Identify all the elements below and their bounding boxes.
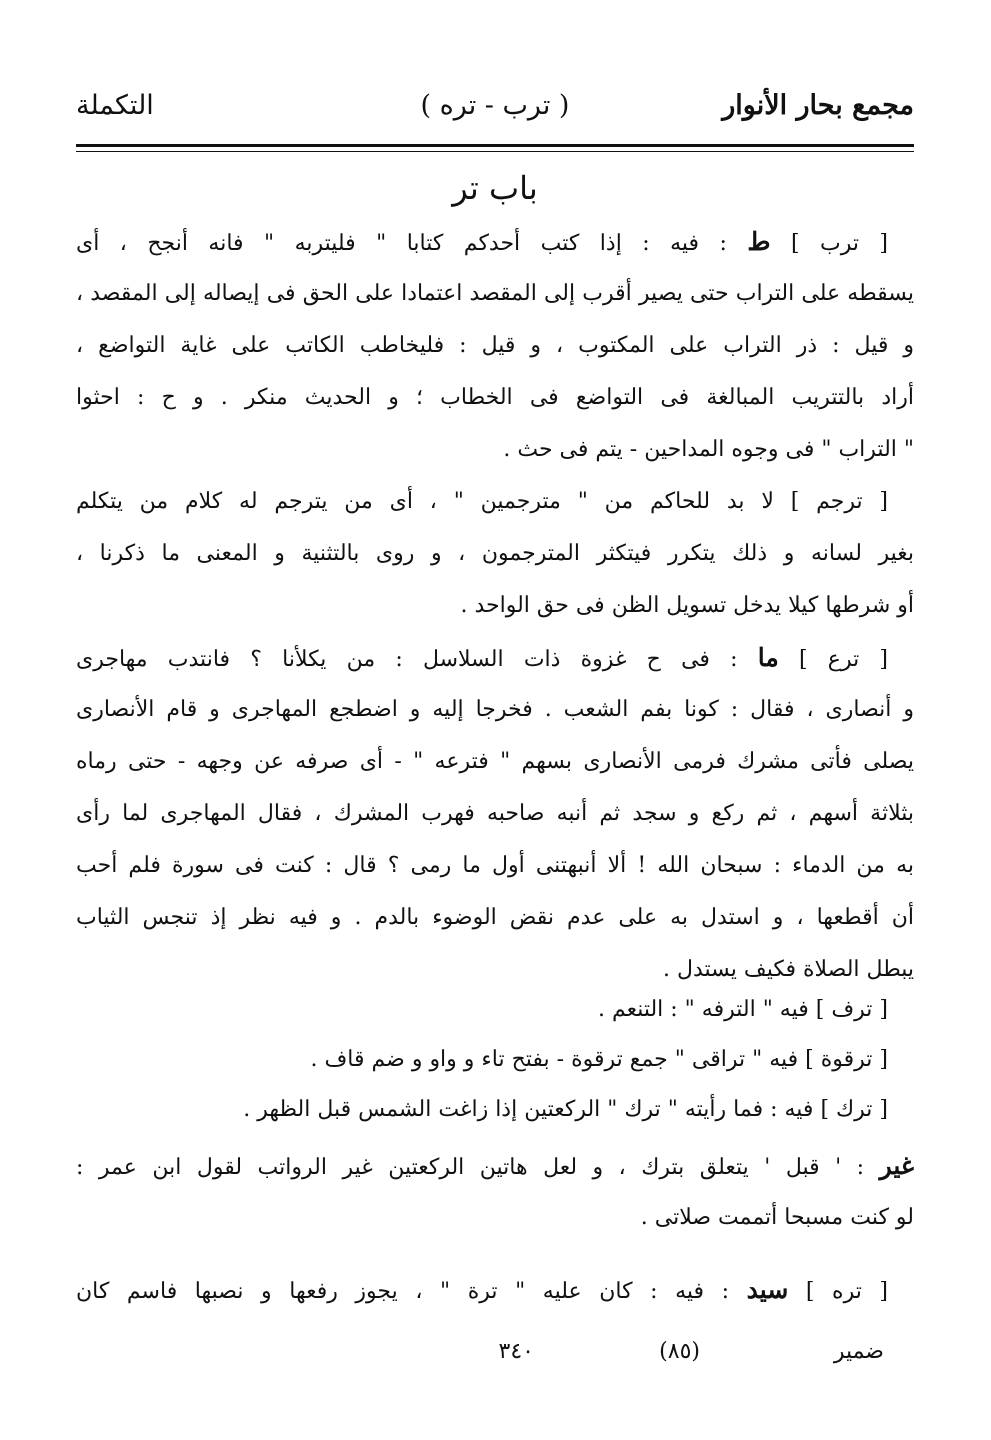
text-line xyxy=(76,1084,888,1136)
source-code: سيد xyxy=(746,1275,789,1304)
line-text: فيه " الترفه " : التنعم . xyxy=(597,997,809,1022)
part-name: التكملة xyxy=(76,90,154,121)
entry-keyword: [ ترع ] xyxy=(799,647,888,672)
source-code: غير xyxy=(879,1151,914,1180)
entry-keyword: [ ترقوة ] xyxy=(805,1047,888,1072)
text-line xyxy=(76,216,888,268)
line-text: فيه : فما رأيته " ترك " الركعتين إذا زاغت الشمس قبل الظهر . xyxy=(243,1097,814,1122)
line-text: : فيه : كان عليه " ترة " ، يجوز رفعها و نصبها فاسم كان xyxy=(76,1279,730,1304)
header-rule-thick xyxy=(76,144,914,147)
line-text: و أنصارى ، فقال : كونا بفم الشعب . فخرجا إليه و اضطجع المهاجرى و قام الأنصارى xyxy=(76,697,914,722)
text-line xyxy=(76,476,888,528)
text-line xyxy=(76,788,914,840)
text-line xyxy=(76,528,914,580)
text-line xyxy=(76,580,914,632)
signature-mark: (٨٥) xyxy=(659,1339,700,1364)
page-footer xyxy=(76,1334,914,1374)
line-text: بثلاثة أسهم ، ثم ركع و سجد ثم أنبه صاحبه فهرب المشرك ، فقال المهاجرى لما رأى xyxy=(76,801,914,826)
entry-keyword: [ تره ] xyxy=(805,1279,888,1304)
chapter-title: باب تر xyxy=(452,169,538,207)
line-text: : ' قبل ' يتعلق بترك ، و لعل هاتين الركعتين غير الرواتب لقول ابن عمر : xyxy=(76,1155,865,1180)
line-text: يبطل الصلاة فكيف يستدل . xyxy=(663,957,914,982)
line-text: بغير لسانه و ذلك يتكرر فيتكثر المترجمون ، و روى بالتثنية و المعنى ما ذكرنا ، xyxy=(76,541,914,566)
text-line xyxy=(76,424,914,476)
line-text: فيه " تراقى " جمع ترقوة - بفتح تاء و واو و ضم قاف . xyxy=(310,1047,799,1072)
line-text: يصلى فأتى مشرك فرمى الأنصارى بسهم " فترعه " - أى صرفه عن وجهه - حتى رماه xyxy=(76,749,914,774)
running-header xyxy=(76,86,914,134)
source-code: ما xyxy=(757,643,779,672)
text-line xyxy=(76,684,914,736)
text-line xyxy=(76,320,914,372)
text-line xyxy=(76,268,914,320)
text-line xyxy=(76,840,914,892)
text-line xyxy=(76,632,888,684)
page-number: ٣٤٠ xyxy=(498,1339,534,1364)
text-line xyxy=(76,984,888,1036)
text-line xyxy=(76,1192,914,1244)
text-line xyxy=(76,1140,914,1192)
text-line xyxy=(76,736,914,788)
line-text: لو كنت مسبحا أتممت صلاتى . xyxy=(640,1205,914,1230)
source-code: ط xyxy=(747,227,771,256)
text-line xyxy=(76,892,914,944)
line-text: : فى ح غزوة ذات السلاسل : من يكلأنا ؟ فانتدب مهاجرى xyxy=(76,647,738,672)
text-line xyxy=(76,1034,888,1086)
text-line xyxy=(76,372,914,424)
line-text: به من الدماء : سبحان الله ! ألا أنبهتنى أول ما رمى ؟ قال : كنت فى سورة فلم أحب xyxy=(76,853,914,878)
line-text: أن أقطعها ، و استدل به على عدم نقض الوضوء بالدم . و فيه نظر إذ تنجس الثياب xyxy=(76,905,914,930)
line-text: يسقطه على التراب حتى يصير أقرب إلى المقصد اعتمادا على الحق فى إيصاله إلى المقصد ، xyxy=(76,281,914,306)
line-text: لا بد للحاكم من " مترجمين " ، أى من يترجم له كلام من يتكلم xyxy=(76,489,774,514)
text-line xyxy=(76,1264,888,1316)
entry-keyword: [ ترب ] xyxy=(790,231,888,256)
entry-keyword: [ ترجم ] xyxy=(790,489,888,514)
section-range: ( ترب - تره ) xyxy=(420,90,570,121)
entry-keyword: [ ترف ] xyxy=(815,997,888,1022)
line-text: و قيل : ذر التراب على المكتوب ، و قيل : فليخاطب الكاتب على غاية التواضع ، xyxy=(76,333,914,358)
book-title: مجمع بحار الأنوار xyxy=(722,90,914,121)
line-text: أو شرطها كيلا يدخل تسويل الظن فى حق الواحد . xyxy=(460,593,914,618)
catchword: ضمير xyxy=(833,1339,884,1364)
entry-keyword: [ ترك ] xyxy=(820,1097,888,1122)
line-text: أراد بالتتريب المبالغة فى التواضع فى الخطاب ؛ و الحديث منكر . و ح : احثوا xyxy=(76,385,914,410)
header-rule-thin xyxy=(76,151,914,152)
line-text: " التراب " فى وجوه المداحين - يتم فى حث . xyxy=(503,437,914,462)
line-text: : فيه : إذا كتب أحدكم كتابا " فليتربه " فانه أنجح ، أى xyxy=(76,231,727,256)
